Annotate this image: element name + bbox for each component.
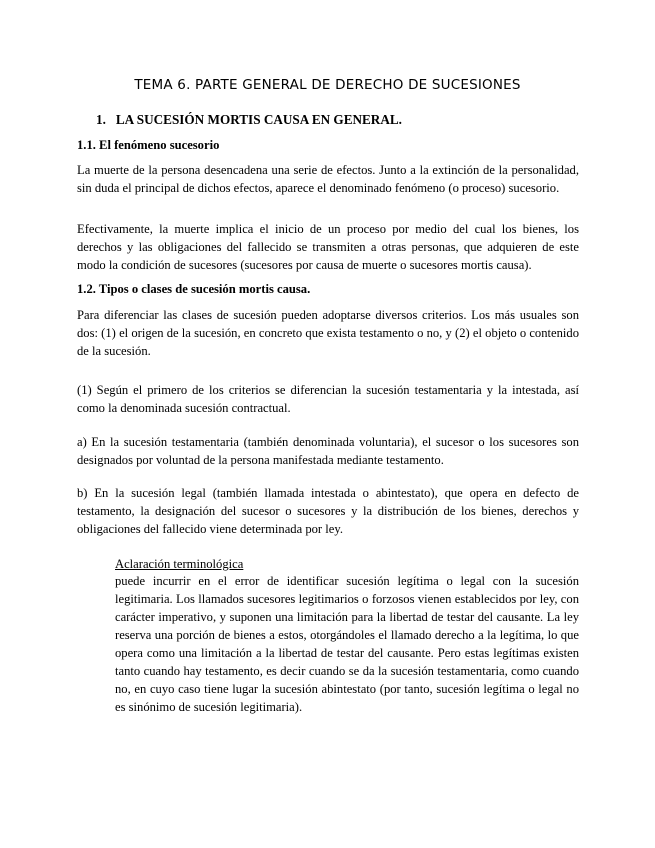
paragraph-5: a) En la sucesión testamentaria (también denominada voluntaria), el sucesor o los sucesores son designados por voluntad de la persona manifestada mediante testamento. <box>77 435 579 467</box>
paragraph-2: Efectivamente, la muerte implica el inicio de un proceso por medio del cual los bienes, los derechos y las obligaciones del fallecido se transmiten a otras personas, que adquieren de este modo la condición de sucesores (sucesores por causa de muerte o sucesores mortis causa). <box>77 222 579 272</box>
paragraph-6: b) En la sucesión legal (también llamada intestada o abintestato), que opera en defecto de testamento, la designación del sucesor o sucesores y la distribución de los bienes, derechos y obligaciones del fallecido viene determinada por ley. <box>77 486 579 536</box>
subsection-heading-1-1: 1.1. El fenómeno sucesorio <box>77 138 220 152</box>
section-number: 1. <box>96 112 106 127</box>
subsection-heading-1-2: 1.2. Tipos o clases de sucesión mortis causa. <box>77 282 311 296</box>
note-title: Aclaración terminológica <box>115 557 244 571</box>
paragraph-4: (1) Según el primero de los criterios se diferencian la sucesión testamentaria y la intestada, así como la denominada sucesión contractual. <box>77 383 579 415</box>
section-heading <box>96 111 402 129</box>
note-body: puede incurrir en el error de identificar sucesión legítima o legal con la sucesión legitimaria. Los llamados sucesores legitimarios o forzosos vienen establecidos por ley, con carácter imperativo, y suponen una limitación para la libertad de testar del causante. La ley reserva una porción de bienes a estos, otorgándoles el llamado derecho a la legítima, lo que opera como una limitación a la libertad de testar del causante. Pero estas legítimas existen tanto cuando hay testamento, es decir cuando se da la sucesión testamentaria, como cuando no, en cuyo caso tiene lugar la sucesión abintestato (por tanto, sucesión legítima o legal no es sinónimo de sucesión legitimaria). <box>115 574 579 714</box>
paragraph-3: Para diferenciar las clases de sucesión pueden adoptarse diversos criterios. Los más usuales son dos: (1) el origen de la sucesión, en concreto que exista testamento o no, y (2) el objeto o contenido de la sucesión. <box>77 308 579 358</box>
paragraph-1: La muerte de la persona desencadena una serie de efectos. Junto a la extinción de la personalidad, sin duda el principal de dichos efectos, aparece el denominado fenómeno (o proceso) sucesorio. <box>77 163 579 195</box>
section-heading-text: LA SUCESIÓN MORTIS CAUSA EN GENERAL. <box>115 112 402 127</box>
document-title: TEMA 6. PARTE GENERAL DE DERECHO DE SUCESIONES <box>134 77 521 93</box>
